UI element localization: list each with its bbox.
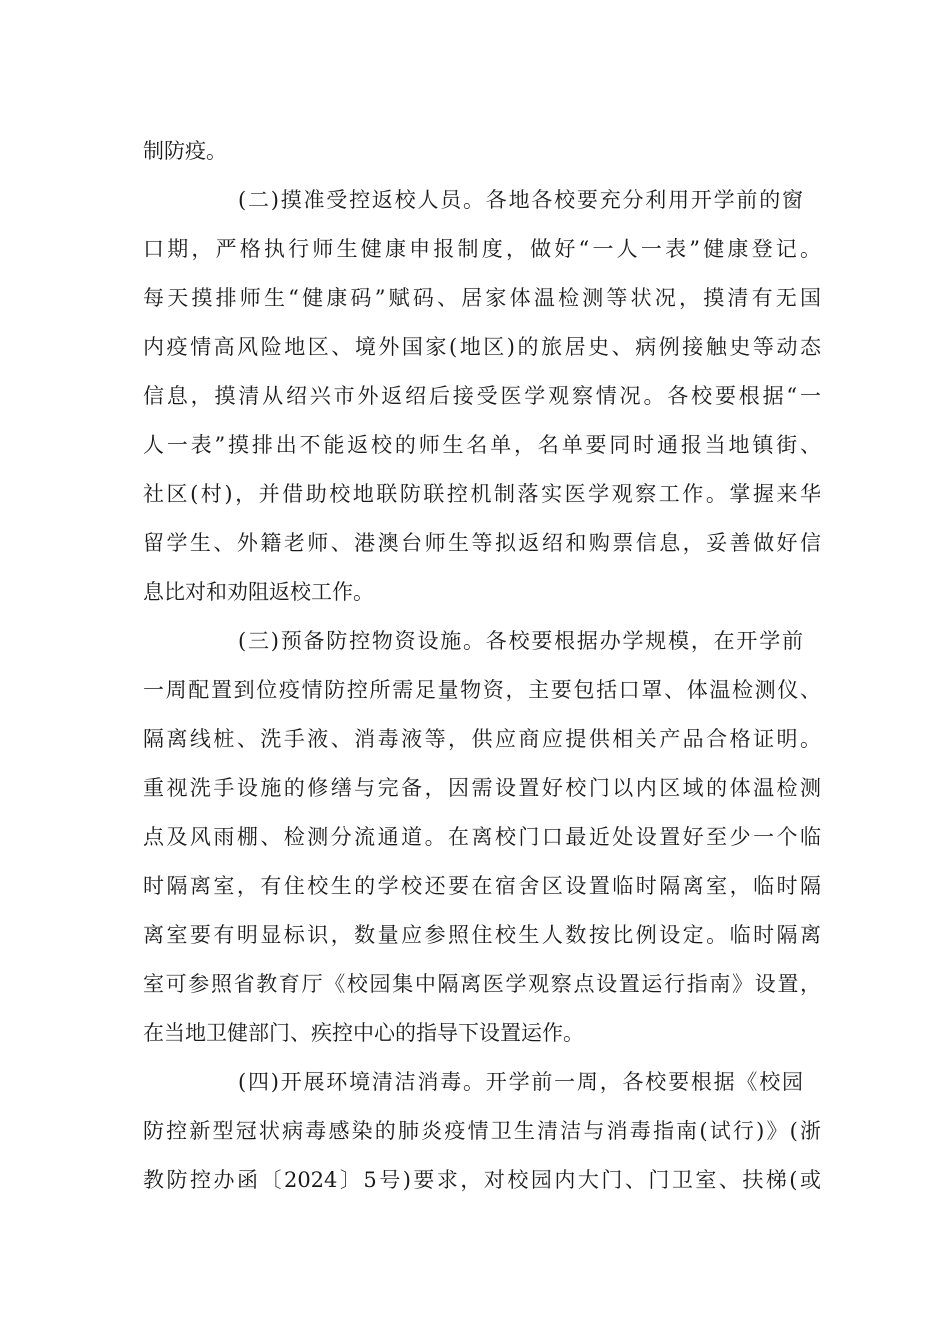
text-line-4: 每天摸排师生“健康码”赋码、居家体温检测等状况，摸清有无国 (143, 286, 821, 310)
text-line-21: 防控新型冠状病毒感染的肺炎疫情卫生清洁与消毒指南(试行)》(浙 (143, 1119, 821, 1143)
text-line-9: 留学生、外籍老师、港澳台师生等拟返绍和购票信息，妥善做好信 (143, 531, 821, 555)
text-line-12: 一周配置到位疫情防控所需足量物资，主要包括口罩、体温检测仪、 (143, 678, 821, 702)
text-line-17: 离室要有明显标识，数量应参照住校生人数按比例设定。临时隔离 (143, 923, 821, 947)
text-line-8: 社区(村)，并借助校地联防联控机制落实医学观察工作。掌握来华 (143, 482, 821, 506)
text-line-1: 制防疫。 (143, 139, 227, 163)
text-line-10: 息比对和劝阻返校工作。 (143, 580, 374, 604)
text-line-16: 时隔离室，有住校生的学校还要在宿舍区设置临时隔离室，临时隔 (143, 874, 821, 898)
text-line-13: 隔离线桩、洗手液、消毒液等，供应商应提供相关产品合格证明。 (143, 727, 821, 751)
text-line-18: 室可参照省教育厅《校园集中隔离医学观察点设置运行指南》设置， (143, 972, 821, 996)
text-line-20: (四)开展环境清洁消毒。开学前一周，各校要根据《校园 (238, 1070, 803, 1094)
text-line-19: 在当地卫健部门、疾控中心的指导下设置运作。 (143, 1021, 584, 1045)
text-line-7: 人一表”摸排出不能返校的师生名单，名单要同时通报当地镇街、 (143, 433, 821, 457)
text-line-6: 信息，摸清从绍兴市外返绍后接受医学观察情况。各校要根据“一 (143, 384, 821, 408)
text-line-2: (二)摸准受控返校人员。各地各校要充分利用开学前的窗 (238, 188, 803, 212)
text-line-22: 教防控办函〔2024〕5号)要求，对校园内大门、门卫室、扶梯(或 (143, 1168, 821, 1192)
text-line-14: 重视洗手设施的修缮与完备，因需设置好校门以内区域的体温检测 (143, 776, 821, 800)
text-line-5: 内疫情高风险地区、境外国家(地区)的旅居史、病例接触史等动态 (143, 335, 821, 359)
text-line-3: 口期，严格执行师生健康申报制度，做好“一人一表”健康登记。 (143, 237, 821, 261)
text-line-11: (三)预备防控物资设施。各校要根据办学规模，在开学前 (238, 629, 803, 653)
text-line-15: 点及风雨棚、检测分流通道。在离校门口最近处设置好至少一个临 (143, 825, 821, 849)
